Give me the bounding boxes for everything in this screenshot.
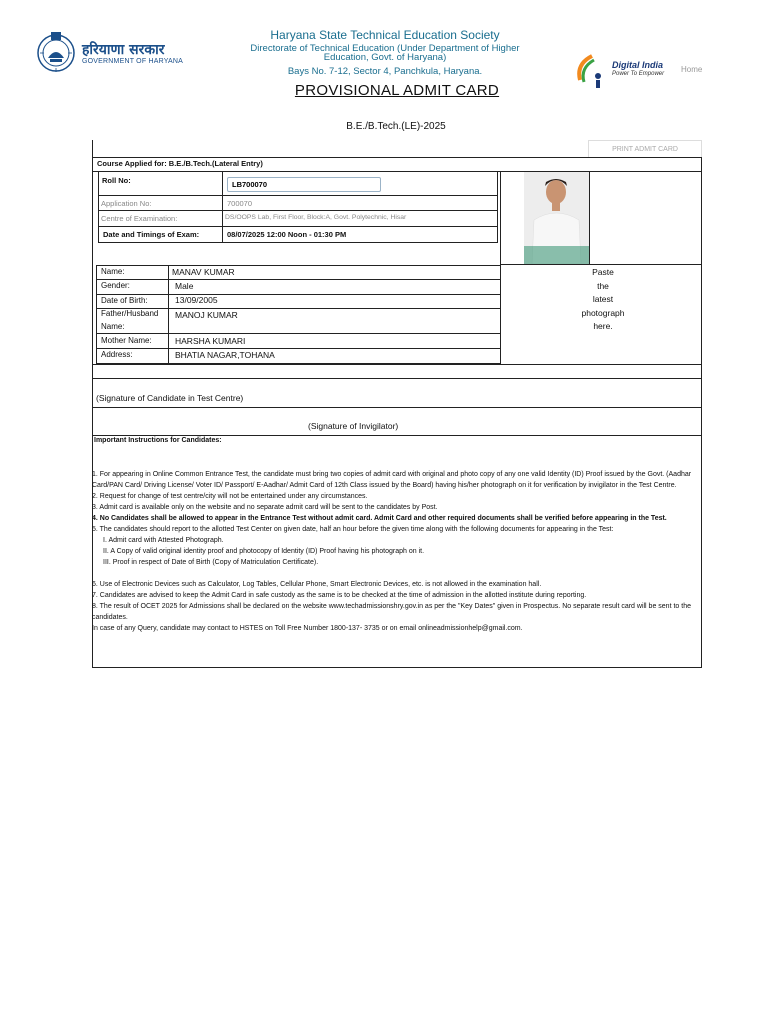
instructions-list [92, 469, 700, 634]
instruction-item: 1. For appearing in Online Common Entrance Test, the candidate must bring two copies of admit card with original and photo copy of any one valid Identity (ID) Proof issued by the Govt. (Aadhar Card/PAN Card/ Driving License/ Voter ID/ Passport/ E-Aadhar/ Admit Card of 12th Class issued by the Board) having his/her photograph on it for verification by invigilator in the Test Centre. [92, 471, 692, 489]
father-name-label-cont: Name: [101, 322, 125, 331]
roll-no-label: Roll No: [102, 176, 131, 185]
divider [92, 171, 702, 172]
divider [92, 435, 702, 436]
candidate-photo-image [524, 172, 589, 264]
gov-name-hindi: हरियाणा सरकार [82, 42, 165, 58]
address-label: Address: [101, 350, 133, 359]
instructions-title: Important Instructions for Candidates: [94, 437, 222, 444]
application-no-label: Application No: [101, 199, 152, 208]
divider [98, 242, 497, 243]
divider [222, 171, 223, 243]
org-title: Haryana State Technical Education Society [270, 28, 500, 42]
divider [168, 265, 169, 363]
exam-date-label: Date and Timings of Exam: [103, 230, 200, 239]
gov-name-english: GOVERNMENT OF HARYANA [82, 58, 184, 65]
divider [98, 210, 497, 211]
divider [500, 264, 702, 265]
divider [500, 171, 501, 364]
instruction-item: 7. Candidates are advised to keep the Admit Card in safe custody as the same is to be checked at the time of admission in the allotted institute during reporting. [92, 592, 587, 599]
divider [98, 195, 497, 196]
dob-label: Date of Birth: [101, 296, 148, 305]
divider [96, 333, 500, 334]
name-label: Name: [101, 267, 125, 276]
name-value: MANAV KUMAR [172, 267, 235, 277]
divider [98, 226, 497, 227]
divider [589, 172, 590, 264]
dob-value: 13/09/2005 [175, 295, 218, 305]
address-value: BHATIA NAGAR,TOHANA [175, 350, 275, 360]
instruction-item: 5. The candidates should report to the allotted Test Center on given date, half an hour before the given time along with the following documents for appearing in the Test: [92, 526, 614, 533]
haryana-emblem-icon [36, 28, 76, 78]
course-applied: Course Applied for: B.E./B.Tech.(Lateral Entry) [97, 159, 263, 168]
org-directorate: Directorate of Technical Education (Under Department of Higher Education, Govt. of Haryana) [250, 43, 520, 63]
instruction-item: 4. No Candidates shall be allowed to appear in the Entrance Test without admit card. Admit Card and other required documents shall be verified before appearing in the Test. [92, 515, 667, 522]
centre-label: Centre of Examination: [101, 214, 178, 223]
instruction-item: 8. The result of OCET 2025 for Admissions shall be declared on the website www.techadmissionshry.gov.in as per the "Key Dates" given in Prospectus. No separate result card will be sent to the candidates. [92, 603, 691, 621]
exam-date-value: 08/07/2025 12:00 Noon - 01:30 PM [227, 230, 347, 239]
mother-name-label: Mother Name: [101, 336, 152, 345]
invigilator-signature-label: (Signature of Invigilator) [308, 421, 399, 431]
father-name-value: MANOJ KUMAR [175, 310, 238, 320]
gender-value: Male [175, 281, 194, 291]
page-title: PROVISIONAL ADMIT CARD [294, 82, 500, 99]
home-link[interactable]: Home [681, 65, 703, 74]
instruction-subitem: III. Proof in respect of Date of Birth (Copy of Matriculation Certificate). [103, 559, 319, 566]
divider [92, 157, 702, 158]
mother-name-value: HARSHA KUMARI [175, 336, 246, 346]
instruction-item: 3. Admit card is available only on the website and no separate admit card will be sent to the candidates by Post. [92, 504, 438, 511]
divider [92, 378, 702, 379]
org-address: Bays No. 7-12, Sector 4, Panchkula, Haryana. [287, 66, 483, 77]
candidate-signature-label: (Signature of Candidate in Test Centre) [96, 393, 244, 403]
print-admit-card-button[interactable]: PRINT ADMIT CARD [588, 140, 702, 158]
divider [96, 279, 500, 280]
instruction-item: 2. Request for change of test centre/city will not be entertained under any circumstances. [92, 493, 368, 500]
candidate-photo [524, 172, 589, 264]
instruction-item: 6. Use of Electronic Devices such as Calculator, Log Tables, Cellular Phone, Smart Electronic Devices, etc. is not allowed in the examination hall. [92, 581, 542, 588]
divider [96, 265, 97, 363]
instruction-subitem: I. Admit card with Attested Photograph. [103, 537, 224, 544]
digital-india-text: Digital India [612, 60, 664, 70]
instruction-item: In case of any Query, candidate may contact to HSTES on Toll Free Number 1800-137- 3735 or on email onlineadmissionhelp@gmail.com. [92, 625, 523, 632]
divider [96, 294, 500, 295]
divider [96, 348, 500, 349]
divider [96, 265, 500, 266]
organization-header [230, 28, 540, 77]
instruction-subitem: II. A Copy of valid original identity proof and photocopy of Identity (ID) Proof having his photograph on it. [103, 548, 425, 555]
divider [92, 407, 702, 408]
application-no-value: 700070 [227, 199, 253, 208]
father-name-label: Father/Husband [101, 309, 159, 318]
paste-photo-instruction: Paste the latest photograph here. [581, 267, 625, 331]
digital-india-tagline: Power To Empower [612, 71, 665, 77]
roll-no-field[interactable] [227, 177, 381, 192]
divider [98, 171, 99, 243]
divider [92, 364, 702, 365]
gender-label: Gender: [101, 281, 130, 290]
divider [497, 171, 498, 243]
centre-value: DS/OOPS Lab, First Floor, Block:A, Govt. Polytechnic, Hisar [225, 214, 407, 221]
course-title: B.E./B.Tech.(LE)-2025 [346, 121, 446, 132]
